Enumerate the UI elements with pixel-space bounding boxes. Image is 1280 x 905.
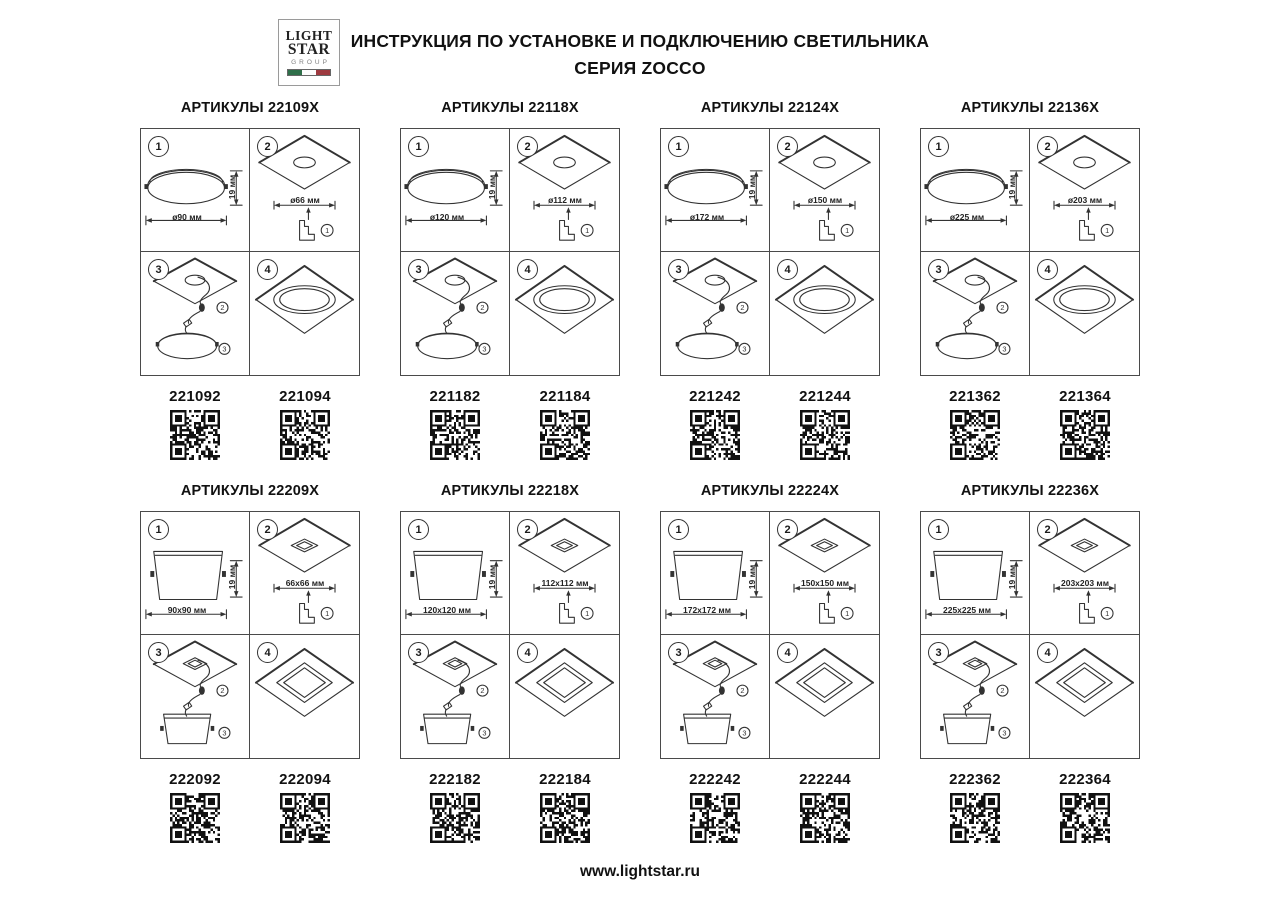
- article-number: 222242: [689, 771, 741, 788]
- step-number-badge: 2: [517, 519, 538, 540]
- step-number-badge: 3: [148, 259, 169, 280]
- qr-code: [430, 410, 480, 460]
- article-number: 222184: [539, 771, 591, 788]
- article-list: [920, 388, 1140, 460]
- step-cell-3: [141, 252, 250, 375]
- logo-text-light: LIGHT: [285, 28, 333, 43]
- step-cell-3: [401, 252, 510, 375]
- article-list: [660, 771, 880, 843]
- article-number: 222092: [169, 771, 221, 788]
- hole-size-label: ø66 мм: [290, 195, 320, 205]
- step-number-badge: 4: [257, 642, 278, 663]
- qr-code-image: [280, 410, 330, 460]
- qr-code: [800, 410, 850, 460]
- qr-code-image: [690, 410, 740, 460]
- fixture-height-label: 19 мм: [1007, 174, 1017, 200]
- qr-code-image: [430, 793, 480, 843]
- title-line-2: СЕРИЯ ZOCCO: [574, 58, 706, 78]
- step-cell-1: [921, 512, 1030, 635]
- title-line-1: ИНСТРУКЦИЯ ПО УСТАНОВКЕ И ПОДКЛЮЧЕНИЮ СВЕТИЛЬНИКА: [350, 31, 930, 51]
- step-cell-2: [250, 512, 359, 635]
- step-number-badge: 1: [668, 519, 689, 540]
- fixture-height-label: 19 мм: [487, 564, 497, 590]
- logo-text-star: STAR: [287, 41, 331, 58]
- step-cell-2: [770, 512, 879, 635]
- step-cell-1: [921, 129, 1030, 252]
- qr-code-image: [170, 793, 220, 843]
- step-cell-1: [141, 129, 250, 252]
- fixture-width-label: 120x120 мм: [422, 605, 472, 615]
- article-number: 222182: [429, 771, 481, 788]
- hole-size-label: 203x203 мм: [1060, 578, 1110, 588]
- qr-code: [540, 793, 590, 843]
- fixture-height-label: 19 мм: [227, 174, 237, 200]
- article-number: 221364: [1059, 388, 1111, 405]
- fixture-width-label: ø90 мм: [172, 212, 202, 222]
- step-number-badge: 4: [777, 259, 798, 280]
- step-number-badge: 4: [517, 642, 538, 663]
- fixture-width-label: ø225 мм: [949, 212, 985, 222]
- article-number: 222364: [1059, 771, 1111, 788]
- panel-title: АРТИКУЛЫ 22118X: [441, 100, 579, 116]
- step-number-badge: 1: [668, 136, 689, 157]
- step-number-badge: 1: [408, 519, 429, 540]
- step-cell-4: [250, 635, 359, 758]
- qr-code: [1060, 793, 1110, 843]
- step-cell-1: [401, 512, 510, 635]
- panel-row-square: [140, 483, 1140, 843]
- fixture-height-label: 19 мм: [227, 564, 237, 590]
- qr-code: [690, 410, 740, 460]
- step-cell-4: [1030, 635, 1139, 758]
- article-item: [660, 771, 770, 843]
- article-number: 221362: [949, 388, 1001, 405]
- step-number-badge: 3: [668, 259, 689, 280]
- step-number-badge: 2: [257, 519, 278, 540]
- product-panel-22118x: [400, 100, 620, 460]
- fixture-width-label: 172x172 мм: [682, 605, 732, 615]
- article-item: [400, 771, 510, 843]
- fixture-width-label: 225x225 мм: [942, 605, 992, 615]
- fixture-height-label: 19 мм: [1007, 564, 1017, 590]
- article-list: [400, 771, 620, 843]
- step-number-badge: 4: [517, 259, 538, 280]
- step-number-badge: 2: [257, 136, 278, 157]
- step-cell-1: [401, 129, 510, 252]
- article-number: 221184: [539, 388, 591, 405]
- step-number-badge: 3: [148, 642, 169, 663]
- document-title: [0, 28, 1280, 82]
- qr-code: [430, 793, 480, 843]
- step-number-badge: 2: [517, 136, 538, 157]
- step-number-badge: 1: [148, 136, 169, 157]
- hole-size-label: ø112 мм: [548, 195, 582, 205]
- article-item: [140, 388, 250, 460]
- article-item: [660, 388, 770, 460]
- qr-code-image: [800, 793, 850, 843]
- step-cell-2: [770, 129, 879, 252]
- article-item: [250, 388, 360, 460]
- qr-code-image: [170, 410, 220, 460]
- panel-title: АРТИКУЛЫ 22224X: [700, 483, 840, 499]
- step-cell-2: [510, 512, 619, 635]
- panel-title: АРТИКУЛЫ 22136X: [960, 100, 1100, 116]
- fixture-height-label: 19 мм: [747, 174, 757, 200]
- panel-title: АРТИКУЛЫ 22124X: [700, 100, 840, 116]
- qr-code-image: [1060, 793, 1110, 843]
- step-cell-4: [250, 252, 359, 375]
- step-cell-1: [141, 512, 250, 635]
- panel-row-round: [140, 100, 1140, 460]
- qr-code: [800, 793, 850, 843]
- step-number-badge: 4: [777, 642, 798, 663]
- qr-code-image: [430, 410, 480, 460]
- step-number-badge: 4: [257, 259, 278, 280]
- step-cell-2: [510, 129, 619, 252]
- fixture-width-label: 90x90 мм: [167, 605, 207, 615]
- fixture-width-label: ø172 мм: [689, 212, 725, 222]
- step-number-badge: 3: [928, 259, 949, 280]
- panel-title: АРТИКУЛЫ 22218X: [440, 483, 580, 499]
- qr-code-image: [1060, 410, 1110, 460]
- article-item: [510, 388, 620, 460]
- qr-code: [280, 793, 330, 843]
- step-cell-3: [661, 635, 770, 758]
- product-panel-22136x: [920, 100, 1140, 460]
- step-number-badge: 4: [1037, 642, 1058, 663]
- product-panel-22218x: [400, 483, 620, 843]
- hole-size-label: 112x112 мм: [541, 578, 589, 588]
- article-item: [1030, 771, 1140, 843]
- panel-title: АРТИКУЛЫ 22209X: [180, 483, 320, 499]
- qr-code-image: [540, 410, 590, 460]
- product-panel-22209x: [140, 483, 360, 843]
- panel-title: АРТИКУЛЫ 22236X: [960, 483, 1100, 499]
- step-number-badge: 1: [928, 519, 949, 540]
- step-number-badge: 3: [928, 642, 949, 663]
- hole-size-label: ø203 мм: [1067, 195, 1103, 205]
- logo-text-group: GROUP: [291, 59, 330, 66]
- step-number-badge: 2: [1037, 136, 1058, 157]
- product-panel-22236x: [920, 483, 1140, 843]
- step-cell-1: [661, 512, 770, 635]
- article-list: [140, 771, 360, 843]
- article-number: 221182: [429, 388, 481, 405]
- instruction-grid: [140, 128, 360, 376]
- article-number: 222244: [799, 771, 851, 788]
- step-number-badge: 2: [777, 519, 798, 540]
- product-panel-22124x: [660, 100, 880, 460]
- article-list: [400, 388, 620, 460]
- qr-code-image: [280, 793, 330, 843]
- step-number-badge: 1: [928, 136, 949, 157]
- qr-code: [170, 793, 220, 843]
- hole-size-label: 66x66 мм: [285, 578, 325, 588]
- step-cell-3: [661, 252, 770, 375]
- product-panel-22109x: [140, 100, 360, 460]
- instruction-grid: [920, 128, 1140, 376]
- footer-website-url: www.lightstar.ru: [580, 863, 700, 880]
- article-number: 222094: [279, 771, 331, 788]
- fixture-height-label: 19 мм: [747, 564, 757, 590]
- instruction-grid: [400, 128, 620, 376]
- article-list: [140, 388, 360, 460]
- instruction-grid: [660, 128, 880, 376]
- step-cell-2: [1030, 512, 1139, 635]
- step-number-badge: 2: [777, 136, 798, 157]
- article-item: [1030, 388, 1140, 460]
- article-number: 221244: [799, 388, 851, 405]
- step-cell-4: [510, 252, 619, 375]
- step-number-badge: 2: [1037, 519, 1058, 540]
- step-cell-4: [1030, 252, 1139, 375]
- instruction-grid: [920, 511, 1140, 759]
- step-cell-3: [921, 252, 1030, 375]
- step-cell-3: [921, 635, 1030, 758]
- step-cell-4: [770, 252, 879, 375]
- article-number: 221242: [689, 388, 741, 405]
- step-cell-3: [141, 635, 250, 758]
- article-number: 221092: [169, 388, 221, 405]
- step-number-badge: 3: [408, 259, 429, 280]
- step-number-badge: 1: [408, 136, 429, 157]
- article-item: [920, 388, 1030, 460]
- qr-code-image: [950, 793, 1000, 843]
- step-number-badge: 3: [408, 642, 429, 663]
- fixture-height-label: 19 мм: [487, 174, 497, 200]
- step-cell-4: [510, 635, 619, 758]
- qr-code-image: [950, 410, 1000, 460]
- qr-code: [950, 793, 1000, 843]
- qr-code: [690, 793, 740, 843]
- qr-code-image: [800, 410, 850, 460]
- step-cell-3: [401, 635, 510, 758]
- hole-size-label: 150x150 мм: [800, 578, 850, 588]
- panel-title: АРТИКУЛЫ 22109X: [180, 100, 320, 116]
- article-number: 221094: [279, 388, 331, 405]
- product-panel-22224x: [660, 483, 880, 843]
- qr-code-image: [690, 793, 740, 843]
- article-number: 222362: [949, 771, 1001, 788]
- instruction-grid: [660, 511, 880, 759]
- qr-code: [540, 410, 590, 460]
- article-item: [140, 771, 250, 843]
- qr-code-image: [540, 793, 590, 843]
- article-item: [770, 771, 880, 843]
- article-list: [920, 771, 1140, 843]
- article-item: [920, 771, 1030, 843]
- article-item: [250, 771, 360, 843]
- qr-code: [170, 410, 220, 460]
- step-cell-1: [661, 129, 770, 252]
- qr-code: [950, 410, 1000, 460]
- hole-size-label: ø150 мм: [807, 195, 843, 205]
- article-item: [510, 771, 620, 843]
- article-list: [660, 388, 880, 460]
- step-cell-2: [1030, 129, 1139, 252]
- article-item: [400, 388, 510, 460]
- fixture-width-label: ø120 мм: [429, 212, 465, 222]
- article-item: [770, 388, 880, 460]
- instruction-grid: [400, 511, 620, 759]
- step-number-badge: 3: [668, 642, 689, 663]
- qr-code: [1060, 410, 1110, 460]
- qr-code: [280, 410, 330, 460]
- step-cell-4: [770, 635, 879, 758]
- instruction-grid: [140, 511, 360, 759]
- step-cell-2: [250, 129, 359, 252]
- step-number-badge: 1: [148, 519, 169, 540]
- step-number-badge: 4: [1037, 259, 1058, 280]
